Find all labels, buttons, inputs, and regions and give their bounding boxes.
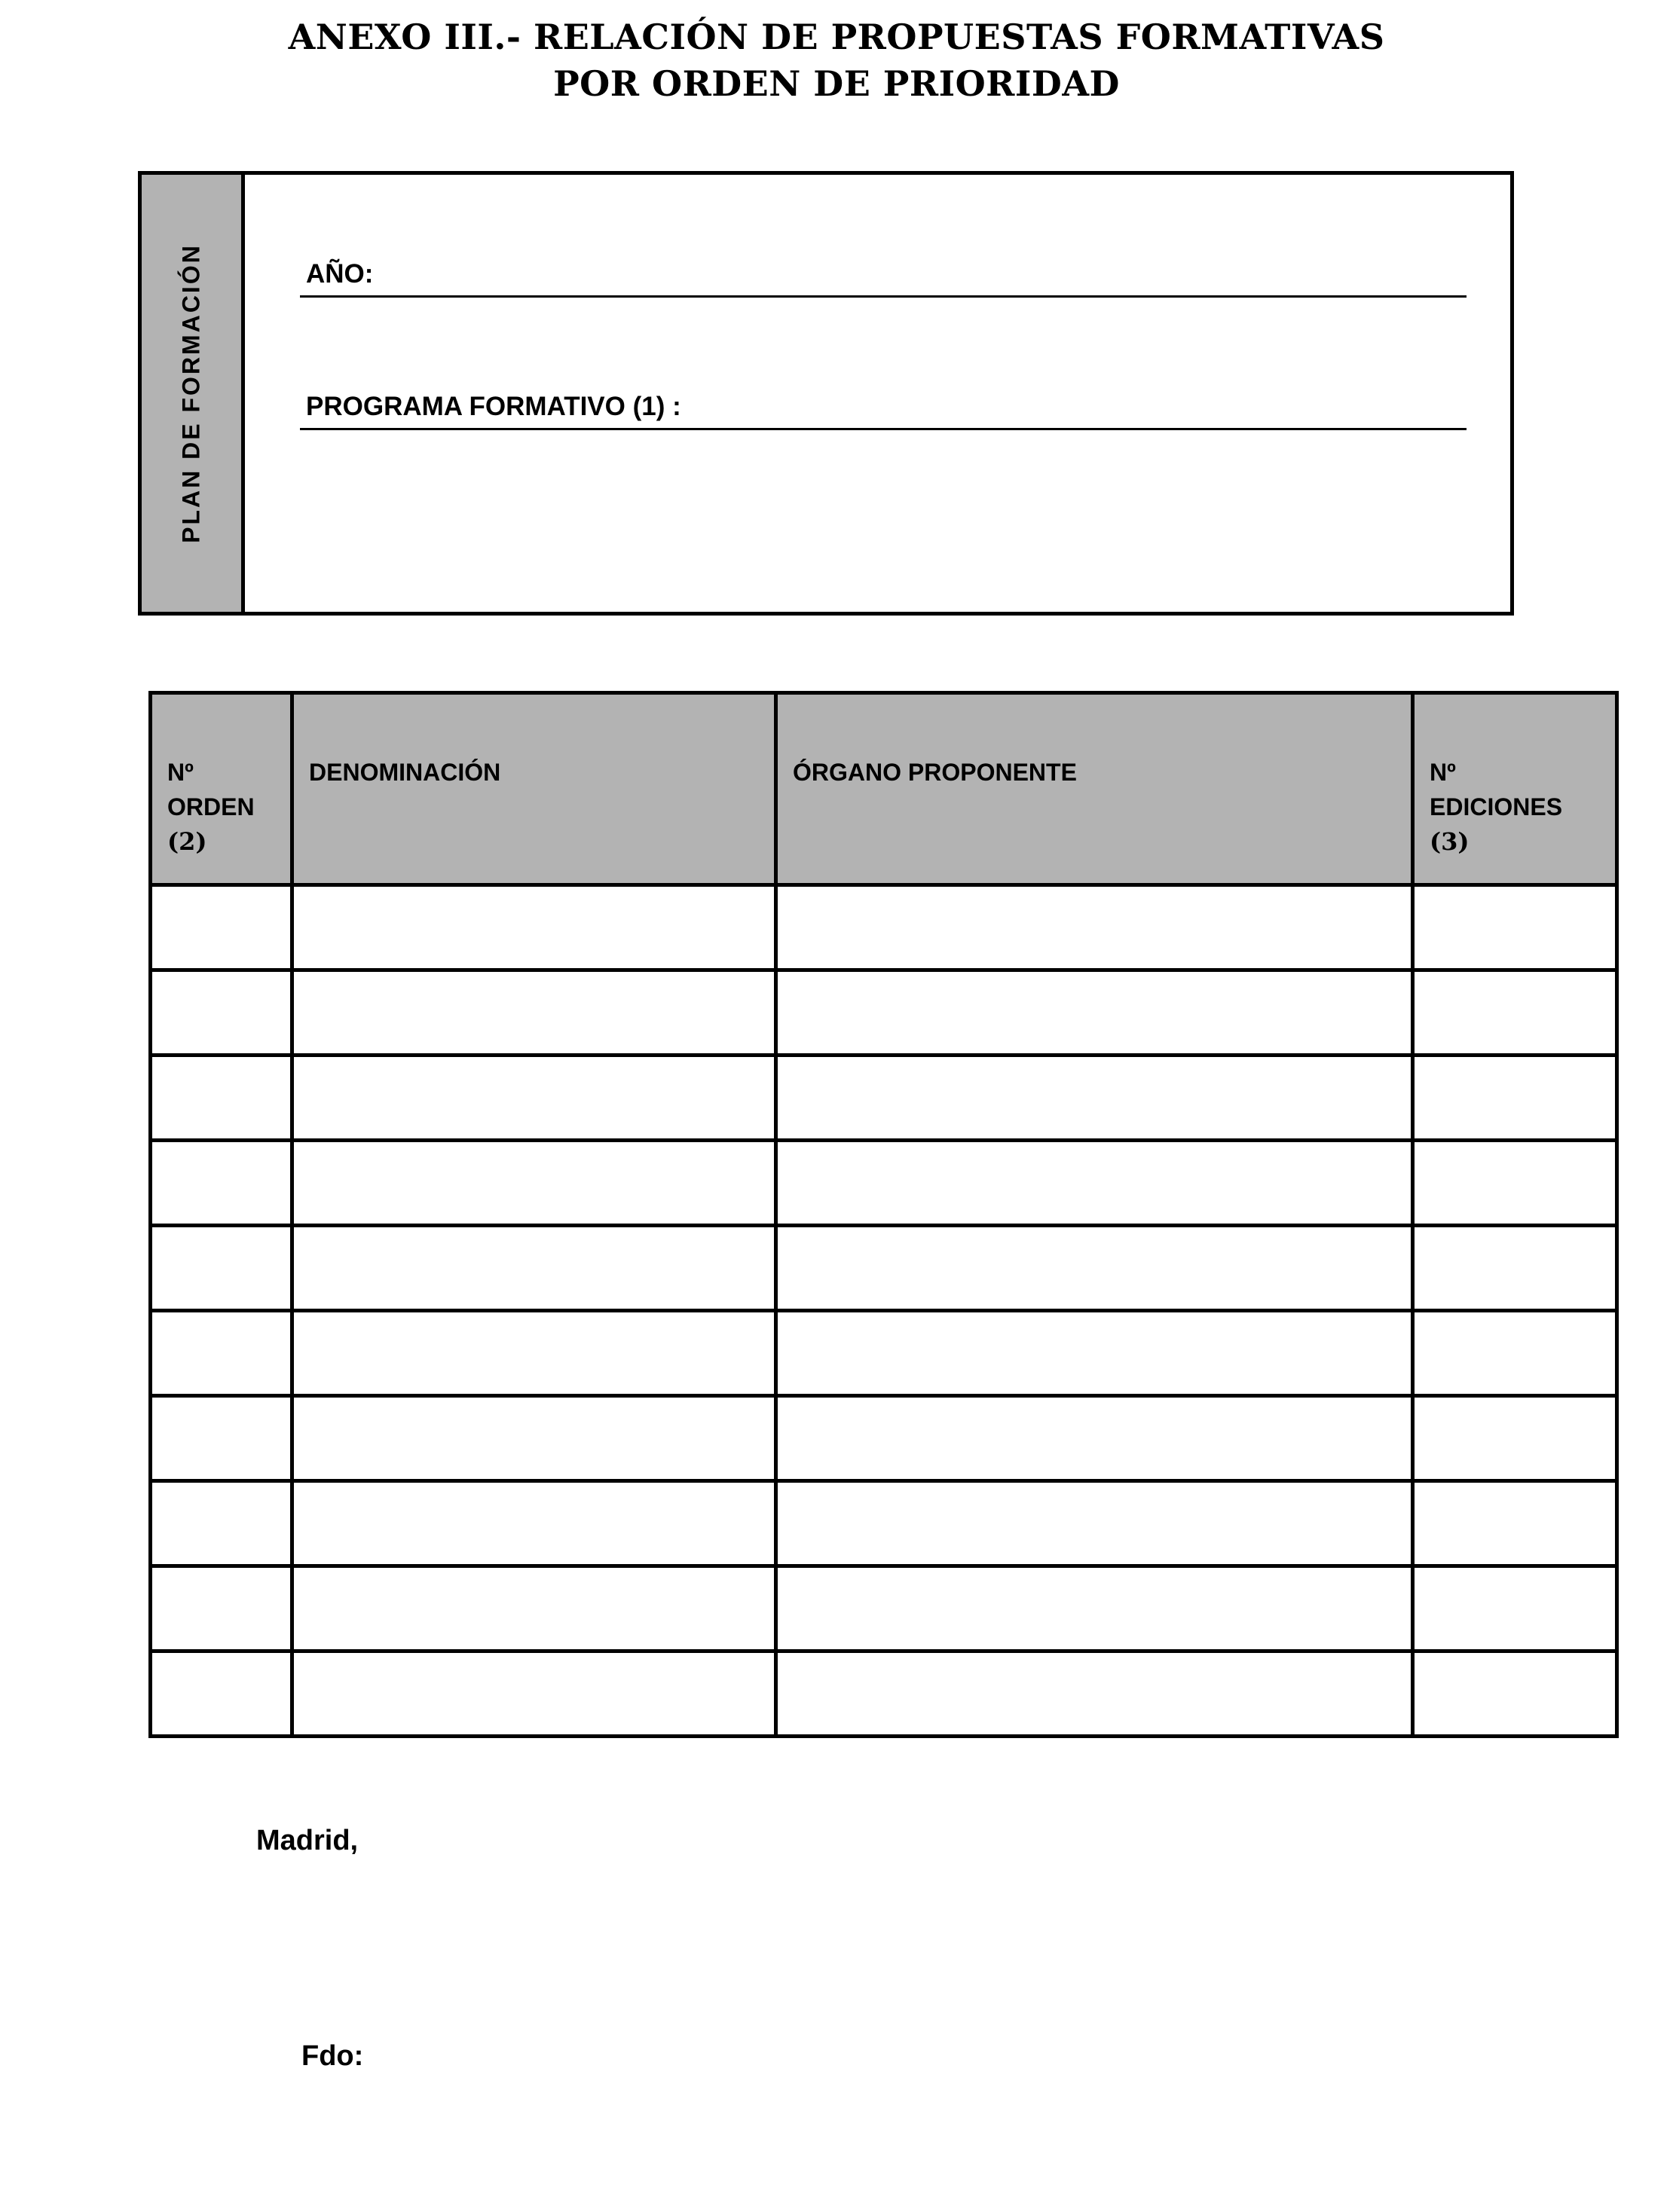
cell-organo[interactable] [776, 1056, 1413, 1141]
cell-organo[interactable] [776, 885, 1413, 970]
table-row [151, 1056, 1617, 1141]
cell-ediciones[interactable] [1413, 1056, 1617, 1141]
cell-order[interactable] [151, 1566, 292, 1651]
header-order-number [151, 693, 292, 885]
header-denominacion-label: DENOMINACIÓN [309, 759, 501, 786]
table-header-row [151, 693, 1617, 885]
table-row [151, 1566, 1617, 1651]
cell-denominacion[interactable] [292, 1396, 776, 1481]
header-organo-proponente [776, 693, 1413, 885]
cell-order[interactable] [151, 1226, 292, 1311]
signature-label: Fdo: [301, 2040, 364, 2072]
table-row [151, 970, 1617, 1056]
cell-organo[interactable] [776, 970, 1413, 1056]
table-row [151, 885, 1617, 970]
proposals-table [148, 691, 1619, 1738]
cell-order[interactable] [151, 1396, 292, 1481]
cell-denominacion[interactable] [292, 1226, 776, 1311]
table-body [151, 885, 1617, 1737]
program-field[interactable] [300, 392, 1467, 430]
cell-denominacion[interactable] [292, 1566, 776, 1651]
program-label: PROGRAMA FORMATIVO (1) : [306, 392, 681, 421]
table-row [151, 1311, 1617, 1396]
year-label: AÑO: [306, 259, 374, 289]
table-row [151, 1141, 1617, 1226]
header-ediciones-line-2: EDICIONES [1430, 793, 1563, 820]
cell-order[interactable] [151, 1141, 292, 1226]
year-field[interactable] [300, 259, 1467, 298]
cell-order[interactable] [151, 970, 292, 1056]
plan-box [138, 171, 1514, 616]
cell-order[interactable] [151, 1481, 292, 1566]
cell-order[interactable] [151, 1651, 292, 1737]
cell-ediciones[interactable] [1413, 1651, 1617, 1737]
cell-denominacion[interactable] [292, 1141, 776, 1226]
table-row [151, 1226, 1617, 1311]
cell-order[interactable] [151, 1056, 292, 1141]
place-label: Madrid, [256, 1825, 359, 1856]
cell-denominacion[interactable] [292, 970, 776, 1056]
cell-organo[interactable] [776, 1396, 1413, 1481]
cell-denominacion[interactable] [292, 1311, 776, 1396]
cell-organo[interactable] [776, 1311, 1413, 1396]
header-denominacion [292, 693, 776, 885]
cell-denominacion[interactable] [292, 1481, 776, 1566]
header-order-line-1: Nº [167, 759, 194, 786]
cell-ediciones[interactable] [1413, 970, 1617, 1056]
cell-denominacion[interactable] [292, 1651, 776, 1737]
cell-ediciones[interactable] [1413, 1481, 1617, 1566]
cell-ediciones[interactable] [1413, 1226, 1617, 1311]
header-ediciones-line-1: Nº [1430, 759, 1456, 786]
cell-ediciones[interactable] [1413, 1141, 1617, 1226]
header-ediciones-line-3: (3) [1430, 827, 1470, 856]
cell-ediciones[interactable] [1413, 1396, 1617, 1481]
cell-organo[interactable] [776, 1651, 1413, 1737]
header-order-line-3: (2) [167, 827, 207, 856]
table-row [151, 1481, 1617, 1566]
table-row [151, 1651, 1617, 1737]
cell-organo[interactable] [776, 1481, 1413, 1566]
cell-denominacion[interactable] [292, 885, 776, 970]
cell-ediciones[interactable] [1413, 1566, 1617, 1651]
title-line-2: POR ORDEN DE PRIORIDAD [553, 63, 1120, 104]
plan-side-panel [142, 175, 245, 612]
title-line-1: ANEXO III.- RELACIÓN DE PROPUESTAS FORMATIVAS [288, 17, 1385, 57]
cell-denominacion[interactable] [292, 1056, 776, 1141]
header-organo-label: ÓRGANO PROPONENTE [793, 759, 1077, 786]
header-ediciones [1413, 693, 1617, 885]
table-row [151, 1396, 1617, 1481]
document-title [0, 14, 1673, 107]
cell-organo[interactable] [776, 1141, 1413, 1226]
cell-order[interactable] [151, 885, 292, 970]
header-order-line-2: ORDEN [167, 793, 255, 820]
cell-ediciones[interactable] [1413, 1311, 1617, 1396]
plan-side-label: PLAN DE FORMACIÓN [177, 243, 205, 543]
cell-order[interactable] [151, 1311, 292, 1396]
cell-organo[interactable] [776, 1566, 1413, 1651]
cell-ediciones[interactable] [1413, 885, 1617, 970]
cell-organo[interactable] [776, 1226, 1413, 1311]
